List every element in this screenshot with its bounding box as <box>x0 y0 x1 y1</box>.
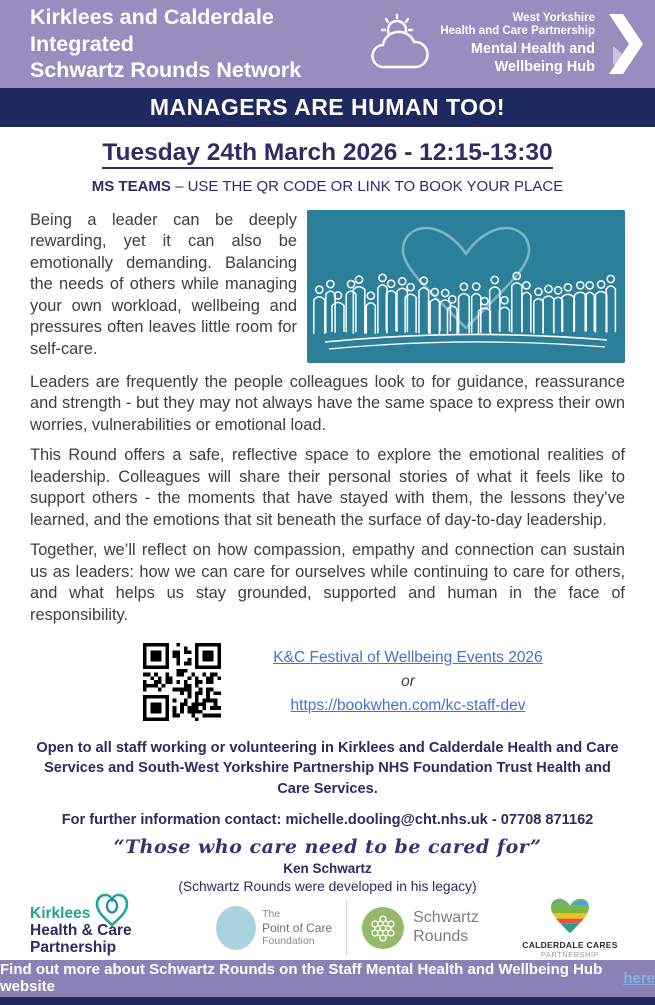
event-datetime: Tuesday 24th March 2026 - 12:15-13:30 <box>102 139 552 169</box>
hub-line2: Wellbeing Hub <box>494 59 595 76</box>
schwartz-rounds-logo <box>361 906 479 950</box>
footer-here-link[interactable]: here <box>623 969 655 987</box>
quote-text: “Those who care need to be cared for” <box>113 835 542 858</box>
schwartz-rounds-icon <box>361 906 405 950</box>
schwartz-line1: Schwartz <box>413 909 479 927</box>
paragraph-3: This Round offers a safe, reflective space to explore the emotional realities of leadership. Colleagues will share their personal stories of what it feels like to support others - the moments that have stayed with them, the lessons they’ve learned, and the emotions that sit beneath the surface of day-to-day leadership. <box>30 446 625 529</box>
point-of-care-circle-icon <box>216 906 256 950</box>
header-banner <box>0 0 655 88</box>
network-title-line1: Kirklees and Calderdale Integrated <box>30 4 274 56</box>
kirklees-line3: Partnership <box>30 939 117 957</box>
poc-line3: Foundation <box>262 934 315 947</box>
festival-link[interactable]: K&C Festival of Wellbeing Events 2026 <box>273 649 543 667</box>
calderdale-sub: PARTNERSHIP <box>540 949 600 959</box>
or-text: or <box>401 673 415 691</box>
hub-line1: Mental Health and <box>470 40 595 57</box>
point-of-care-logo <box>216 906 332 950</box>
footer-text: Find out more about Schwartz Rounds on the Staff Mental Health and Wellbeing Hub website <box>0 961 603 996</box>
calderdale-heart-icon <box>549 897 591 935</box>
quote-note: (Schwartz Rounds were developed in his legacy) <box>178 878 477 894</box>
chevron-arrow-icon <box>607 12 645 76</box>
booking-links <box>221 646 625 718</box>
crowd-heart-illustration <box>307 210 625 363</box>
sun-cloud-icon <box>370 13 432 75</box>
center-logos <box>180 901 515 955</box>
kirklees-logo <box>30 899 180 956</box>
kirklees-heart-icon <box>92 891 132 931</box>
network-title-line2: Schwartz Rounds Network <box>30 58 302 83</box>
schwartz-line2: Rounds <box>413 927 469 945</box>
poc-line2: Point of Care <box>262 920 333 935</box>
qr-code <box>143 641 221 723</box>
wy-line1: West Yorkshire <box>512 12 595 25</box>
main-content <box>0 127 655 960</box>
intro-row <box>30 210 625 363</box>
kirklees-line2: Health & Care <box>30 922 132 940</box>
bookwhen-link[interactable]: https://bookwhen.com/kc-staff-dev <box>290 697 526 715</box>
wy-partnership-text <box>440 12 595 76</box>
event-title-banner <box>0 88 655 127</box>
eligibility-text: Open to all staff working or volunteering in Kirklees and Calderdale Health and Care Services and South-West Yorkshire Partnership NHS Foundation Trust Health and Care Services. <box>36 740 619 797</box>
contact-info: For further information contact: michelle.dooling@cht.nhs.uk - 07708 871162 <box>61 811 594 828</box>
booking-instruction: – USE THE QR CODE OR LINK TO BOOK YOUR PLACE <box>175 178 564 195</box>
point-of-care-text <box>262 908 332 948</box>
network-title <box>30 4 370 85</box>
kirklees-name: Kirklees <box>30 905 91 923</box>
footer-navy-strip <box>0 997 655 1005</box>
partner-logos-row <box>30 896 625 960</box>
wy-partnership-logo <box>370 12 645 76</box>
poc-line1: The <box>262 907 281 920</box>
paragraph-1: Being a leader can be deeply rewarding, yet it can also be emotionally demanding. Balancing the needs of others while managing your own workload, wellbeing and pressures often leaves little room for self-care. <box>30 211 297 358</box>
calderdale-name: CALDERDALE CARES <box>522 939 618 950</box>
event-datetime-line <box>30 139 625 167</box>
quote-author: Ken Schwartz <box>283 860 372 876</box>
wy-line2: Health and Care Partnership <box>440 25 595 38</box>
event-title: MANAGERS ARE HUMAN TOO! <box>149 94 506 120</box>
booking-links-row <box>30 638 625 726</box>
paragraph-4: Together, we’ll reflect on how compassion, empathy and connection can sustain us as leaders: how we can care for ourselves while continuing to care for others, and what helps us stay grounded, supported and human in the face of responsibility. <box>30 541 625 624</box>
calderdale-cares-logo <box>515 897 625 959</box>
paragraph-2: Leaders are frequently the people colleagues look to for guidance, reassurance and strength - but they may not always have the same space to express their own worries, vulnerabilities or emotional load. <box>30 373 625 434</box>
logo-divider <box>346 901 347 955</box>
schwartz-rounds-text <box>413 909 479 946</box>
footer-banner <box>0 960 655 997</box>
booking-instruction-line <box>30 178 625 195</box>
platform-label: MS TEAMS <box>91 178 171 195</box>
crowd-heart-drawing <box>307 210 625 363</box>
